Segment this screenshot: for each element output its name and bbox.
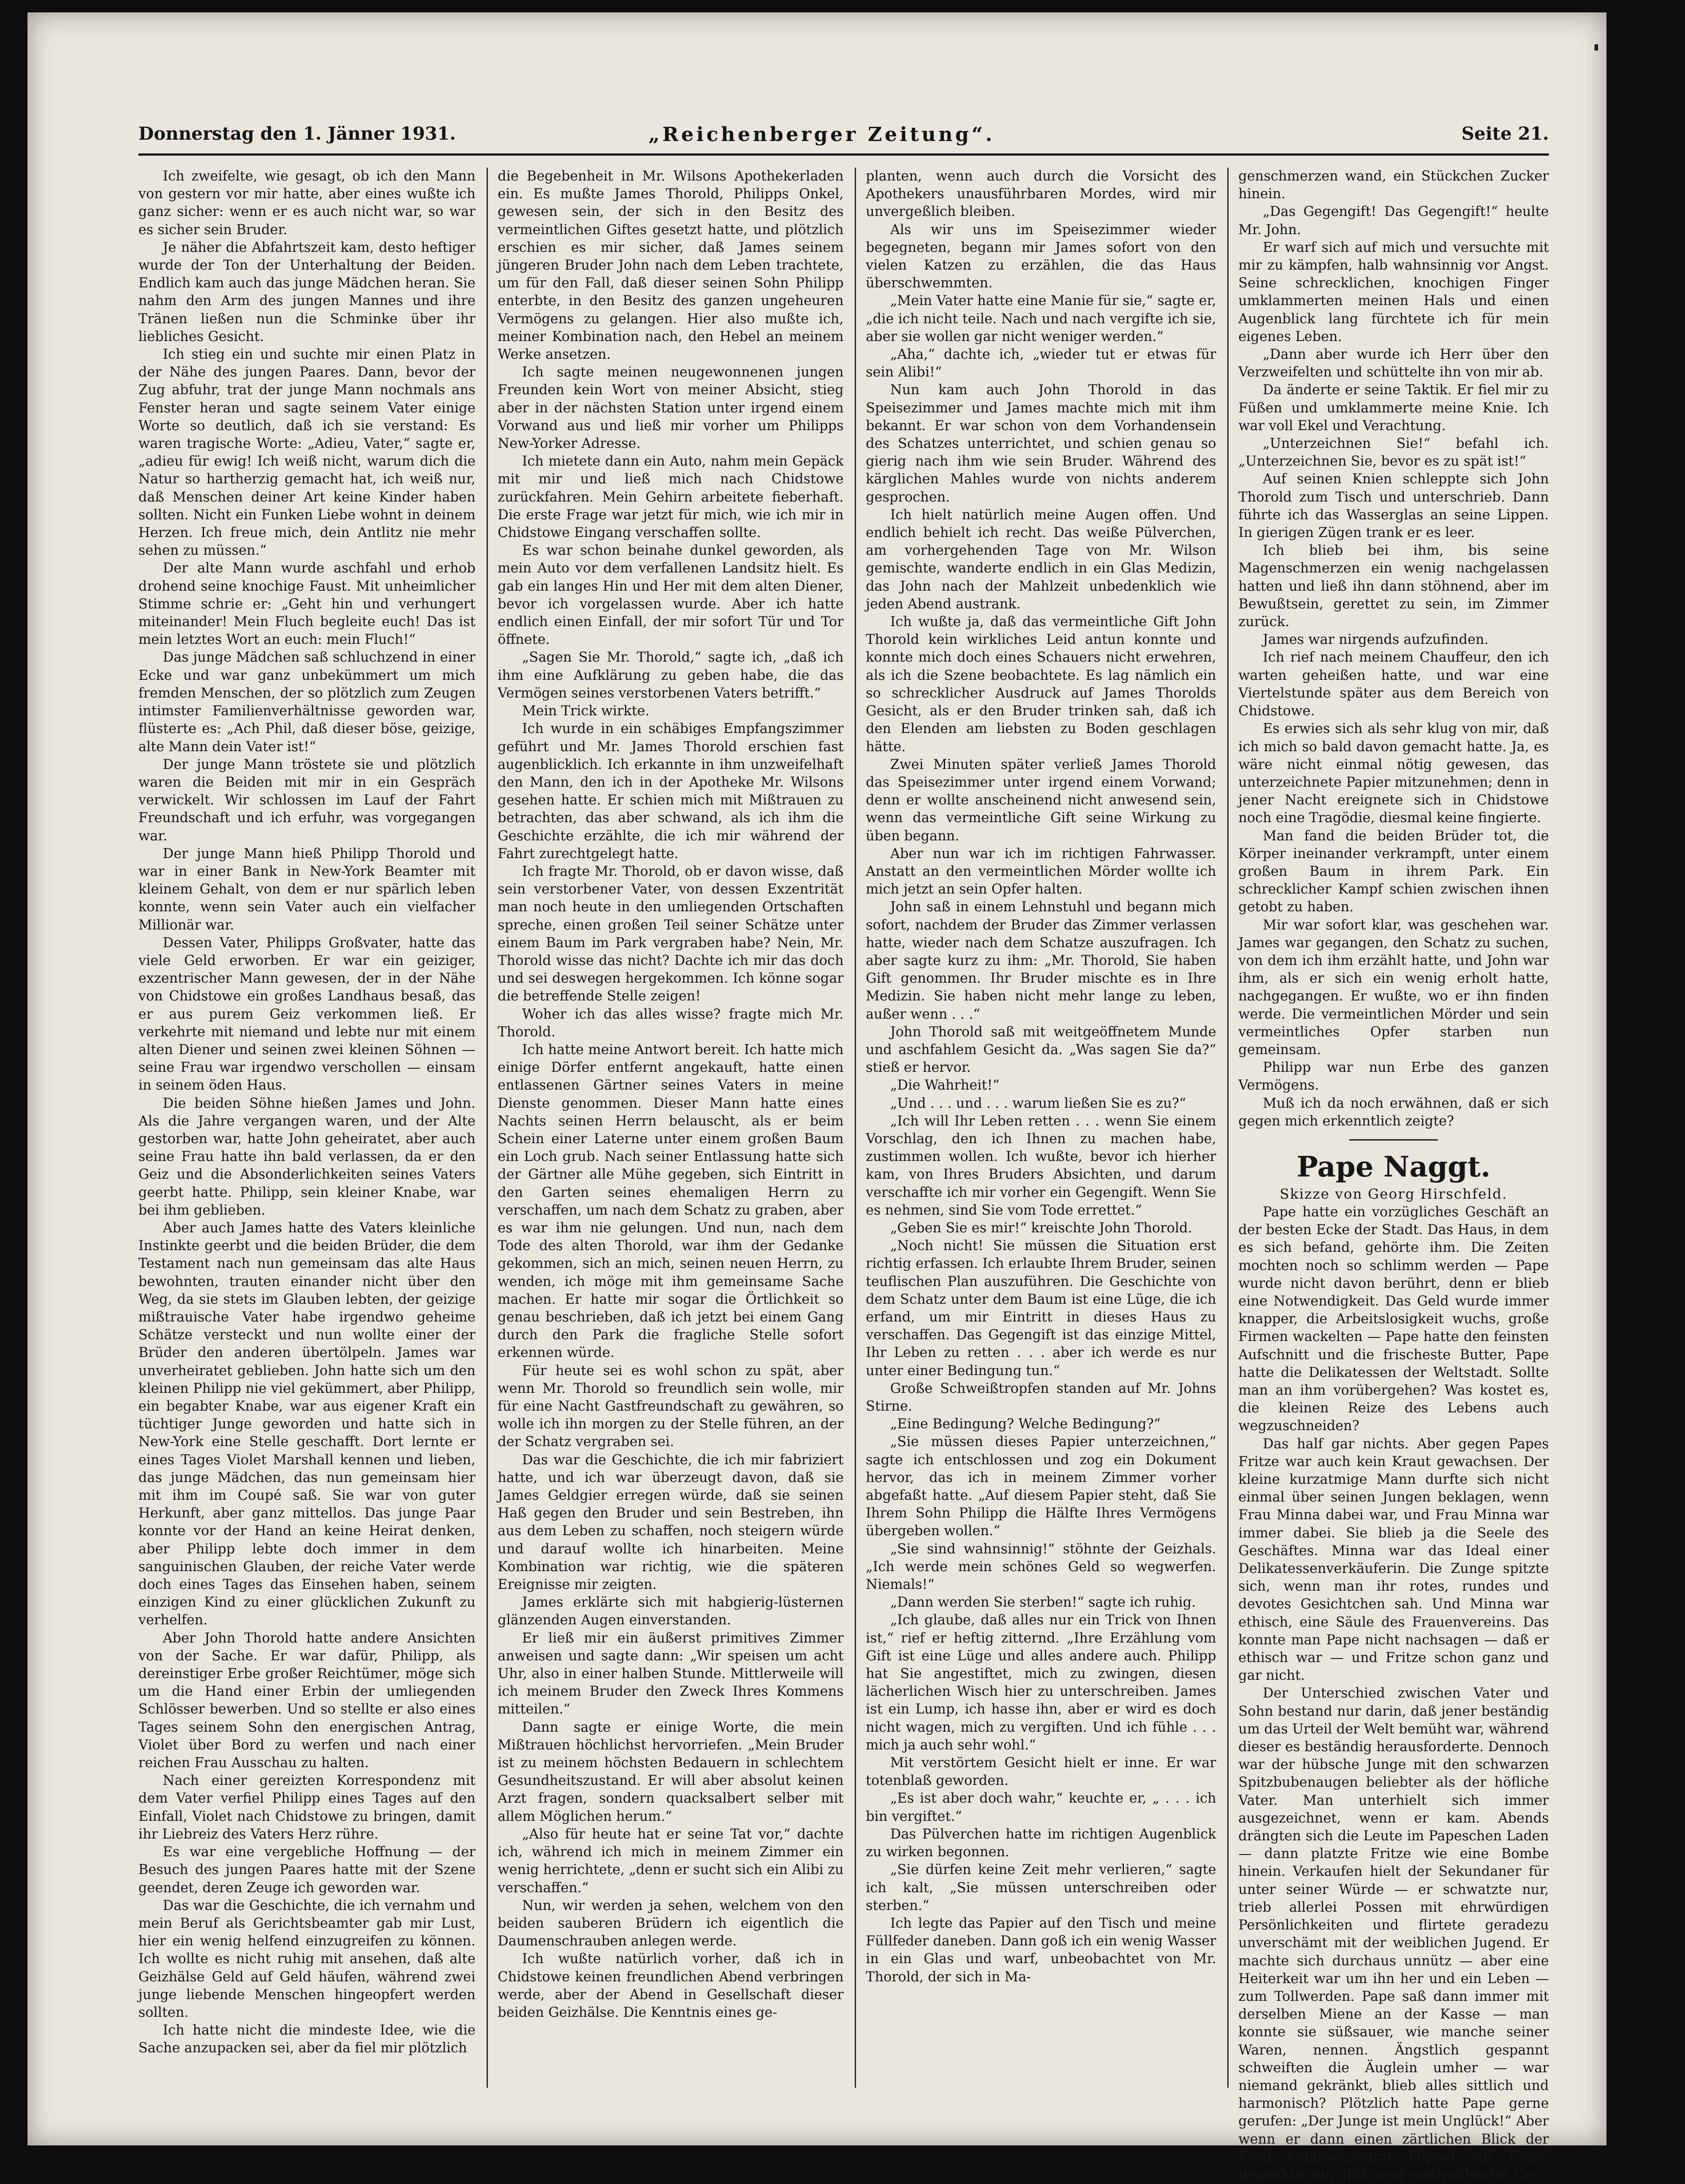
paragraph: Ich rief nach meinem Chauffeur, den ich warten geheißen hatte, und war eine Viertelstunde später aus dem Bereich von Chidstowe. xyxy=(1238,650,1549,719)
paragraph: Das half gar nichts. Aber gegen Papes Fritze war auch kein Kraut gewachsen. Der kleine kurzatmige Mann durfte sich nicht einmal über seinen Jungen beklagen, wenn Frau Minna dabei war, und Frau Minna war immer dabei. Sie blieb ja die Seele des Geschäftes. Minna war das Ideal einer Delikatessenverkäuferin. Die Zunge spitzte sich, wenn man ihr rotes, rundes und devotes Gesichtchen sah. Und Minna war ethisch, eine Säule des Frauenvereins. Das konnte man Pape nicht nachsagen — daß er ethisch war — und Fritze schon ganz und gar nicht. xyxy=(1238,1436,1549,1684)
paragraph: „Sie dürfen keine Zeit mehr verlieren,“ sagte ich kalt, „Sie müssen unterschreiben oder sterben.“ xyxy=(866,1862,1216,1913)
paragraph: Es erwies sich als sehr klug von mir, daß ich mich so bald davon gemacht hatte. Ja, es wäre nicht einmal nötig gewesen, das unterzeichnete Papier mitzunehmen; denn in jener Nacht ereignete sich in Chidstowe noch eine Tragödie, diesmal keine fingierte. xyxy=(1238,721,1549,826)
column-rule xyxy=(855,168,856,2088)
paragraph: Philipp war nun Erbe des ganzen Vermögens. xyxy=(1238,1060,1549,1094)
paragraph: Mein Trick wirkte. xyxy=(522,703,650,719)
column-rule xyxy=(1227,168,1229,2088)
paragraph: Dessen Vater, Philipps Großvater, hatte das viele Geld erworben. Er war ein geiziger, exzentrischer Mann gewesen, der in der Nähe von Chidstowe ein großes Landhaus besaß, das er aus purem Geiz verkommen ließ. Er verkehrte mit niemand und lebte nur mit einem alten Diener und seinen zwei kleinen Söhnen — seine Frau war irgendwo verschollen — einsam in seinem öden Haus. xyxy=(138,935,475,1094)
paragraph: „Sie sind wahnsinnig!“ stöhnte der Geizhals. „Ich werde mein schönes Geld so wegwerfen. Niemals!“ xyxy=(866,1541,1216,1593)
paragraph: Der Unterschied zwischen Vater und Sohn bestand nur darin, daß jener beständig um das Urteil der Welt bemüht war, während dieser es beständig herausforderte. Dennoch war der hübsche Junge mit den schwarzen Spitzbubenaugen beliebter als der höfliche Vater. Man unterhielt sich immer ausgezeichnet, wenn er kam. Abends drängten sich die Leute im Papeschen Laden — dann platzte Fritze wie eine Bombe hinein. Verkaufen hielt der Sekundaner für unter seiner Würde — er schwatzte nur, trieb allerlei Possen mit ehrwürdigen Persönlichkeiten und flirtete geradezu unverschämt mit der weiblichen Jugend. Er machte sich durchaus unnütz — aber eine Heiterkeit war um ihn her und ein Leben — zum Tollwerden. Pape saß dann immer mit derselben Miene an der Kasse — man konnte sie süßsauer, wie manche seiner Waren, nennen. Ängstlich gespannt schweiften die Äuglein umher — war niemand gekränkt, blieb alles sittlich und harmonisch? Plötzlich hatte Pape gerne gerufen: „Der Junge ist mein Unglück!“ Aber wenn er dann einen zärtlichen Blick der Frau Kommerzienrat Föppel auf Fritze bemerkte, ein drähnend wohlwollendes Ge- xyxy=(1238,1686,1549,2183)
paragraph: Nach einer gereizten Korrespondenz mit dem Vater verfiel Philipp eines Tages auf den Einfall, Violet nach Chidstowe zu bringen, damit ihr Liebreiz des Vaters Herz rühre. xyxy=(138,1773,475,1842)
paragraph: Das war die Geschichte, die ich mir fabriziert hatte, und ich war überzeugt davon, daß sie James Geldgier erregen würde, daß sie seinen Haß gegen den Bruder und sein Bestreben, ihn aus dem Leben zu schaffen, noch steigern würde und darauf wollte ich hinarbeiten. Meine Kombination war richtig, wie die späteren Ereignisse mir zeigten. xyxy=(498,1452,844,1593)
paragraph: „Aha,“ dachte ich, „wieder tut er etwas für sein Alibi!“ xyxy=(866,347,1216,380)
paragraph: Dann sagte er einige Worte, die mein Mißtrauen höchlichst hervorriefen. „Mein Bruder ist zu meinem höchsten Bedauern in schlechtem Gesundheitszustand. Er will aber absolut keinen Arzt fragen, sondern quacksalbert selber mit allem Möglichen herum.“ xyxy=(498,1719,844,1824)
column-rule xyxy=(487,168,488,2088)
paragraph: „Eine Bedingung? Welche Bedingung?“ xyxy=(890,1416,1161,1432)
paragraph: Ich hielt natürlich meine Augen offen. Und endlich behielt ich recht. Das weiße Pülverchen, am vorhergehenden Tage von Mr. Wilson gemischte, wanderte endlich in ein Glas Medizin, das John nach der Mahlzeit unbedenklich wie jeden Abend austrank. xyxy=(866,507,1216,612)
page-header xyxy=(138,123,1549,150)
story-separator xyxy=(1349,1139,1438,1141)
paragraph: Ich fragte Mr. Thorold, ob er davon wisse, daß sein verstorbener Vater, von dessen Exzentrität man noch heute in den umliegenden Ortschaften spreche, einen großen Teil seiner Schätze unter einem Baum im Park vergraben habe? Nein, Mr. Thorold wisse das nicht? Dachte ich mir das doch und sei deswegen hergekommen. Ich könne sogar die betreffende Stelle zeigen! xyxy=(498,863,844,1004)
column-2 xyxy=(498,168,844,2088)
paragraph: Große Schweißtropfen standen auf Mr. Johns Stirne. xyxy=(866,1380,1216,1415)
paragraph: Es war eine vergebliche Hoffnung — der Besuch des jungen Paares hatte mit der Szene geendet, deren Zeuge ich geworden war. xyxy=(138,1844,475,1896)
paragraph: Ich hatte meine Antwort bereit. Ich hatte mich einige Dörfer entfernt angekauft, hatte einen entlassenen Gärtner seines Vaters in meine Dienste genommen. Dieser Mann hatte eines Nachts seinen Herrn belauscht, als er beim Schein einer Laterne unter einem großen Baum ein Loch grub. Nach seiner Entlassung hatte sich der Gärtner alle Mühe gegeben, sich Eintritt in den Garten seines ehemaligen Herrn zu verschaffen, um nach dem Schatz zu graben, aber es war ihm nie gelungen. Und nun, nach dem Tode des alten Thorold, war ihm der Gedanke gekommen, sich an mich, seinen neuen Herrn, zu wenden, ich möge mit ihm gemeinsame Sache machen. Er hatte mir sogar die Örtlichkeit so genau beschrieben, daß ich jetzt bei einem Gang durch den Park die fragliche Stelle sofort erkennen würde. xyxy=(498,1042,844,1361)
paragraph: Für heute sei es wohl schon zu spät, aber wenn Mr. Thorold so freundlich sein wolle, mir für eine Nacht Gastfreundschaft zu gewähren, so wolle ich ihn morgen zu der Stelle führen, an der der Schatz vergraben sei. xyxy=(498,1363,844,1450)
paragraph: Nun, wir werden ja sehen, welchem von den beiden sauberen Brüdern ich eigentlich die Daumenschrauben anlegen werde. xyxy=(498,1898,844,1949)
paragraph: „Es ist aber doch wahr,“ keuchte er, „ . . . ich bin vergiftet.“ xyxy=(866,1791,1216,1824)
paragraph: Da änderte er seine Taktik. Er fiel mir zu Füßen und umklammerte meine Knie. Ich war voll Ekel und Verachtung. xyxy=(1238,382,1549,434)
paragraph: „Also für heute hat er seine Tat vor,“ dachte ich, während ich mich in meinem Zimmer ein wenig herrichtete, „denn er sucht sich ein Alibi zu verschaffen.“ xyxy=(498,1826,844,1896)
paragraph: Aber auch James hatte des Vaters kleinliche Instinkte geerbt und die beiden Brüder, die dem Testament nach nun gemeinsam das alte Haus bewohnten, trauten einander nicht über den Weg, da sie stets im Glauben lebten, der geizige mißtrauische Vater habe irgendwo geheime Schätze versteckt und nun wollte einer der Brüder den anderen übertölpeln. James war unverheiratet geblieben. John hatte sich um den kleinen Philipp nie viel gekümmert, aber Philipp, ein begabter Knabe, war aus eigener Kraft ein tüchtiger Junge geworden und hatte sich in New-York eine Stelle geschafft. Dort lernte er eines Tages Violet Marshall kennen und lieben, das junge Mädchen, das nun gemeinsam hier mit ihm im Coupé saß. Sie war von guter Herkunft, aber ganz mittellos. Das junge Paar konnte vor der Hand an keine Heirat denken, aber Philipp lebte doch immer in dem sanguinischen Glauben, der reiche Vater werde doch eines Tages das Einsehen haben, seinem einzigen Kind zu einer glücklichen Zukunft zu verhelfen. xyxy=(138,1220,475,1628)
paragraph: „Und . . . und . . . warum ließen Sie es zu?“ xyxy=(890,1095,1186,1111)
paragraph: Ich mietete dann ein Auto, nahm mein Gepäck mit mir und ließ mich nach Chidstowe zurückfahren. Mein Gehirn arbeitete fieberhaft. Die erste Frage war jetzt für mich, wie ich mir in Chidstowe Eingang verschaffen sollte. xyxy=(498,454,844,541)
paragraph: Ich blieb bei ihm, bis seine Magenschmerzen ein wenig nachgelassen hatten und ließ ihn dann stöhnend, aber im Bewußtsein, gerettet zu sein, im Zimmer zurück. xyxy=(1238,543,1549,630)
paragraph: Ich wurde in ein schäbiges Empfangszimmer geführt und Mr. James Thorold erschien fast augenblicklich. Ich erkannte in ihm unzweifelhaft den Mann, den ich in der Apotheke Mr. Wilsons gesehen hatte. Er schien mich mit Mißtrauen zu betrachten, das aber schwand, als ich ihm die Geschichte erzählte, die ich mir während der Fahrt zurechtgelegt hatte. xyxy=(498,721,844,862)
column-4 xyxy=(1238,168,1549,2183)
paragraph: Ich zweifelte, wie gesagt, ob ich den Mann von gestern vor mir hatte, aber eines wußte ich ganz sicher: wenn er es auch nicht war, so war es sicher sein Bruder. xyxy=(138,169,475,238)
newspaper-page xyxy=(27,12,1606,2183)
header-date: Donnerstag den 1. Jänner 1931. xyxy=(138,123,456,144)
header-rule xyxy=(138,153,1549,156)
paragraph: Er warf sich auf mich und versuchte mit mir zu kämpfen, halb wahnsinnig vor Angst. Seine schrecklichen, knochigen Finger umklammerten meinen Hals und einen Augenblick lang fürchtete ich für mein eigenes Leben. xyxy=(1238,239,1549,345)
story-title: Pape Naggt. xyxy=(1296,1150,1491,1184)
paragraph: Der junge Mann hieß Philipp Thorold und war in einer Bank in New-York Beamter mit kleinem Gehalt, von dem er nur spärlich leben konnte, wenn sein Vater auch ein vielfacher Millionär war. xyxy=(138,846,475,933)
paragraph: Ich stieg ein und suchte mir einen Platz in der Nähe des jungen Paares. Dann, bevor der Zug abfuhr, trat der junge Mann nochmals ans Fenster heran und sagte seinem Vater einige Worte so deutlich, daß ich sie verstand: Es waren tragische Worte: „Adieu, Vater,“ sagte er, „adieu für ewig! Ich weiß nicht, warum dich die Natur so hartherzig gemacht hat, ich weiß nur, daß Menschen deiner Art keine Kinder haben sollten. Nicht ein Funken Liebe wohnt in deinem Herzen. Ich freue mich, dein Antlitz nie mehr sehen zu müssen.“ xyxy=(138,347,475,559)
column-1 xyxy=(138,168,475,2088)
story-continuation xyxy=(1238,168,1549,1130)
paragraph: James war nirgends aufzufinden. xyxy=(1263,632,1489,648)
paragraph: „Noch nicht! Sie müssen die Situation erst richtig erfassen. Ich erlaubte Ihrem Bruder, seinen teuflischen Plan auszuführen. Die Geschichte von dem Schatz unter dem Baum ist eine Lüge, die ich erfand, um mir Eintritt in dieses Haus zu verschaffen. Das Gegengift ist das einzige Mittel, Ihr Leben zu retten . . . aber ich werde es nur unter einer Bedingung tun.“ xyxy=(866,1238,1216,1379)
paragraph: Mit verstörtem Gesicht hielt er inne. Er war totenblaß geworden. xyxy=(866,1755,1216,1789)
paragraph: „Mein Vater hatte eine Manie für sie,“ sagte er, „die ich nicht teile. Nach und nach vergifte ich sie, aber sie wollen gar nicht weniger werden.“ xyxy=(866,293,1216,345)
header-newspaper-name: „Reichenberger Zeitung“. xyxy=(648,123,995,146)
paragraph: Das Pülverchen hatte im richtigen Augenblick zu wirken begonnen. xyxy=(866,1826,1216,1860)
paragraph: Ich sagte meinen neugewonnenen jungen Freunden kein Wort von meiner Absicht, stieg aber in der nächsten Station unter irgend einem Vorwand aus und ließ mir vorher um Philipps New-Yorker Adresse. xyxy=(498,365,844,452)
paragraph: Aber nun war ich im richtigen Fahrwasser. Anstatt an den vermeintlichen Mörder wollte ich mich jetzt an sein Opfer halten. xyxy=(866,846,1216,898)
paragraph: Es war schon beinahe dunkel geworden, als mein Auto vor dem verfallenen Landsitz hielt. Es gab ein langes Hin und Her mit dem alten Diener, bevor ich vorgelassen wurde. Aber ich hatte endlich einen Einfall, der mir sofort Tür und Tor öffnete. xyxy=(498,543,844,648)
paragraph: Auf seinen Knien schleppte sich John Thorold zum Tisch und unterschrieb. Dann führte ich das Wasserglas an seine Lippen. In gierigen Zügen trank er es leer. xyxy=(1238,471,1549,541)
paragraph: Ich legte das Papier auf den Tisch und meine Füllfeder daneben. Dann goß ich ein wenig Wasser in ein Glas und warf, unbeobachtet von Mr. Thorold, der sich in Ma- xyxy=(866,1915,1216,1985)
paragraph: „Ich glaube, daß alles nur ein Trick von Ihnen ist,“ rief er heftig zitternd. „Ihre Erzählung vom Gift ist eine Lüge und alles andere auch. Philipp hat Sie angestiftet, mich zu zwingen, diesen lächerlichen Wisch hier zu unterschreiben. James ist ein Lump, ich hasse ihn, aber er wird es doch nicht wagen, mich zu vergiften. Und ich fühle . . . mich ja auch sehr wohl.“ xyxy=(866,1612,1216,1753)
story-body xyxy=(1238,1204,1549,2184)
paragraph: Pape hatte ein vorzügliches Geschäft an der besten Ecke der Stadt. Das Haus, in dem es sich befand, gehörte ihm. Die Zeiten mochten noch so schlimm werden — Pape wurde nicht davon berührt, denn er blieb eine Notwendigkeit. Das Geld wurde immer knapper, die Arbeitslosigkeit wuchs, große Firmen wackelten — Pape hatte den feinsten Aufschnitt und die frischeste Butter, Pape hatte die Delikatessen der Weltstadt. Sollte man an ihm vorübergehen? Was kostet es, die kleinen Reize des Lebens auch wegzuschneiden? xyxy=(1238,1204,1549,1434)
paragraph: Das junge Mädchen saß schluchzend in einer Ecke und war ganz unbekümmert um mich fremden Menschen, der so plötzlich zum Zeugen intimster Familienverhältnisse geworden war, flüsterte es: „Ach Phil, daß dieser böse, geizige, alte Mann dein Vater ist!“ xyxy=(138,650,475,755)
paragraph: Das war die Geschichte, die ich vernahm und mein Beruf als Gerichtsbeamter gab mir Lust, hier ein wenig helfend einzugreifen zu können. Ich wollte es nicht ruhig mit ansehen, daß alte Geizhälse Geld auf Geld häufen, während zwei junge liebende Menschen hingeopfert werden sollten. xyxy=(138,1898,475,2020)
column-3 xyxy=(866,168,1216,2088)
scan-mark xyxy=(1595,44,1598,51)
paragraph: Woher ich das alles wisse? fragte mich Mr. Thorold. xyxy=(498,1006,844,1040)
header-page-number: Seite 21. xyxy=(1461,123,1549,144)
paragraph: Aber John Thorold hatte andere Ansichten von der Sache. Er war dafür, Philipp, als dereinstiger Erbe großer Reichtümer, möge sich um die Hand einer Erbin der umliegenden Schlösser bewerben. Und so stellte er also eines Tages seinem Sohn den energischen Antrag, Violet über Bord zu werfen und nach einer reichen Frau Ausschau zu halten. xyxy=(138,1630,475,1771)
paragraph: „Das Gegengift! Das Gegengift!“ heulte Mr. John. xyxy=(1238,204,1549,238)
paragraph: genschmerzen wand, ein Stückchen Zucker hinein. xyxy=(1238,169,1549,202)
paragraph: Er ließ mir ein äußerst primitives Zimmer anweisen und sagte dann: „Wir speisen um acht Uhr, also in einer halben Stunde. Mittlerweile will ich meinem Bruder den Zweck Ihres Kommens mitteilen.“ xyxy=(498,1630,844,1717)
paragraph: Nun kam auch John Thorold in das Speisezimmer und James machte mich mit ihm bekannt. Er war schon von dem Vorhandensein des Schatzes unterrichtet, und schien genau so gierig nach ihm wie sein Bruder. Während des kärglichen Mahles wurde von nichts anderem gesprochen. xyxy=(866,382,1216,505)
paragraph: „Geben Sie es mir!“ kreischte John Thorold. xyxy=(890,1220,1192,1236)
paragraph: Man fand die beiden Brüder tot, die Körper ineinander verkrampft, unter einem großen Baum in ihrem Park. Ein schrecklicher Kampf schien zwischen ihnen getobt zu haben. xyxy=(1238,828,1549,915)
paragraph: „Ich will Ihr Leben retten . . . wenn Sie einem Vorschlag, den ich Ihnen zu machen habe, zustimmen wollen. Ich wußte, bevor ich hierher kam, von Ihres Bruders Absichten, und darum verschaffte ich mir vorher ein Gegengift. Wenn Sie es nehmen, sind Sie vom Tode errettet.“ xyxy=(866,1113,1216,1218)
paragraph: Mir war sofort klar, was geschehen war. James war gegangen, den Schatz zu suchen, von dem ich ihm erzählt hatte, und John war ihm, als er sich ein wenig erholt hatte, nachgegangen. Er wußte, wo er ihn finden werde. Die vermeintlichen Mörder und sein vermeintliches Opfer starben nun gemeinsam. xyxy=(1238,917,1549,1058)
paragraph: Muß ich da noch erwähnen, daß er sich gegen mich erkenntlich zeigte? xyxy=(1238,1095,1549,1129)
paragraph: Ich wußte ja, daß das vermeintliche Gift John Thorold kein wirkliches Leid antun konnte und konnte mich doch eines Schauers nicht erwehren, als ich die Szene beobachtete. Es lag nämlich ein so schrecklicher Ausdruck auf James Thorolds Gesicht, als er den Bruder trinken sah, daß ich den Elenden am liebsten zu Boden geschlagen hätte. xyxy=(866,614,1216,755)
paragraph: „Dann werden Sie sterben!“ sagte ich ruhig. xyxy=(890,1595,1196,1611)
paragraph: John Thorold saß mit weitgeöffnetem Munde und aschfahlem Gesicht da. „Was sagen Sie da?“ stieß er hervor. xyxy=(866,1024,1216,1076)
paragraph: Je näher die Abfahrtszeit kam, desto heftiger wurde der Ton der Unterhaltung der Beiden. Endlich kam auch das junge Mädchen heran. Sie nahm den Arm des jungen Mannes und ihre Tränen ließen nun die Schminke über ihr liebliches Gesicht. xyxy=(138,239,475,345)
paragraph: „Sagen Sie Mr. Thorold,“ sagte ich, „daß ich ihm eine Aufklärung zu geben habe, die das Vermögen seines verstorbenen Vaters betrifft.“ xyxy=(498,650,844,701)
paragraph: „Unterzeichnen Sie!“ befahl ich. „Unterzeichnen Sie, bevor es zu spät ist!“ xyxy=(1238,436,1549,470)
paragraph: James erklärte sich mit habgierig-lüsternen glänzenden Augen einverstanden. xyxy=(498,1595,844,1628)
story-byline: Skizze von Georg Hirschfeld. xyxy=(1280,1186,1508,1202)
paragraph: „Die Wahrheit!“ xyxy=(890,1078,1000,1094)
paragraph: Ich wußte natürlich vorher, daß ich in Chidstowe keinen freundlichen Abend verbringen werde, aber der Abend in Gesellschaft dieser beiden Geizhälse. Die Kenntnis eines ge- xyxy=(498,1951,844,2020)
paragraph: Der junge Mann tröstete sie und plötzlich waren die Beiden mit mir in ein Gespräch verwickelt. Wir schlossen im Lauf der Fahrt Freundschaft und ich erfuhr, was vorgegangen war. xyxy=(138,757,475,844)
paragraph: planten, wenn auch durch die Vorsicht des Apothekers unausführbaren Mordes, wird mir unvergeßlich bleiben. xyxy=(866,169,1216,220)
paragraph: „Sie müssen dieses Papier unterzeichnen,“ sagte ich entschlossen und zog ein Dokument hervor, das ich in meinem Zimmer vorher abgefaßt hatte. „Auf diesem Papier steht, daß Sie Ihrem Sohn Philipp die Hälfte Ihres Vermögens übergeben wollen.“ xyxy=(866,1434,1216,1539)
paragraph: John saß in einem Lehnstuhl und begann mich sofort, nachdem der Bruder das Zimmer verlassen hatte, wieder nach dem Schatze auszufragen. Ich aber sagte kurz zu ihm: „Mr. Thorold, Sie haben Gift genommen. Ihr Bruder mischte es in Ihre Medizin. Sie haben nicht mehr lange zu leben, außer wenn . . .“ xyxy=(866,899,1216,1022)
paragraph: Der alte Mann wurde aschfahl und erhob drohend seine knochige Faust. Mit unheimlicher Stimme schrie er: „Geht hin und verhungert miteinander! Mein Fluch begleite euch! Das ist mein letztes Wort an euch: mein Fluch!“ xyxy=(138,561,475,648)
paragraph: Ich hatte nicht die mindeste Idee, wie die Sache anzupacken sei, aber da fiel mir plötzlich xyxy=(138,2023,475,2056)
paragraph: die Begebenheit in Mr. Wilsons Apothekerladen ein. Es mußte James Thorold, Philipps Onkel, gewesen sein, der sich in den Besitz des vermeintlichen Giftes gesetzt hatte, und plötzlich erschien es mir sicher, daß James seinem jüngeren Bruder John nach dem Leben trachtete, um für den Fall, daß dieser seinen Sohn Philipp enterbte, in den Besitz des ganzen ungeheuren Vermögens zu gelangen. Hier also mußte ich, meiner Kombination nach, den Hebel an meinem Werke ansetzen. xyxy=(498,169,844,363)
paragraph: Die beiden Söhne hießen James und John. Als die Jahre vergangen waren, und der Alte gestorben war, hatte John geheiratet, aber auch seine Frau hatte ihn bald verlassen, da er den Geiz und die Absonderlichkeiten seines Vaters geerbt hatte. Philipp, sein kleiner Knabe, war bei ihm geblieben. xyxy=(138,1095,475,1218)
paragraph: Als wir uns im Speisezimmer wieder begegneten, begann mir James sofort von den vielen Katzen zu erzählen, die das Haus überschwemmten. xyxy=(866,222,1216,291)
paragraph: „Dann aber wurde ich Herr über den Verzweifelten und schüttelte ihn von mir ab. xyxy=(1238,347,1549,380)
paragraph: Zwei Minuten später verließ James Thorold das Speisezimmer unter irgend einem Vorwand; denn er wollte anscheinend nicht anwesend sein, wenn das vermeintliche Gift seine Wirkung zu üben begann. xyxy=(866,757,1216,844)
